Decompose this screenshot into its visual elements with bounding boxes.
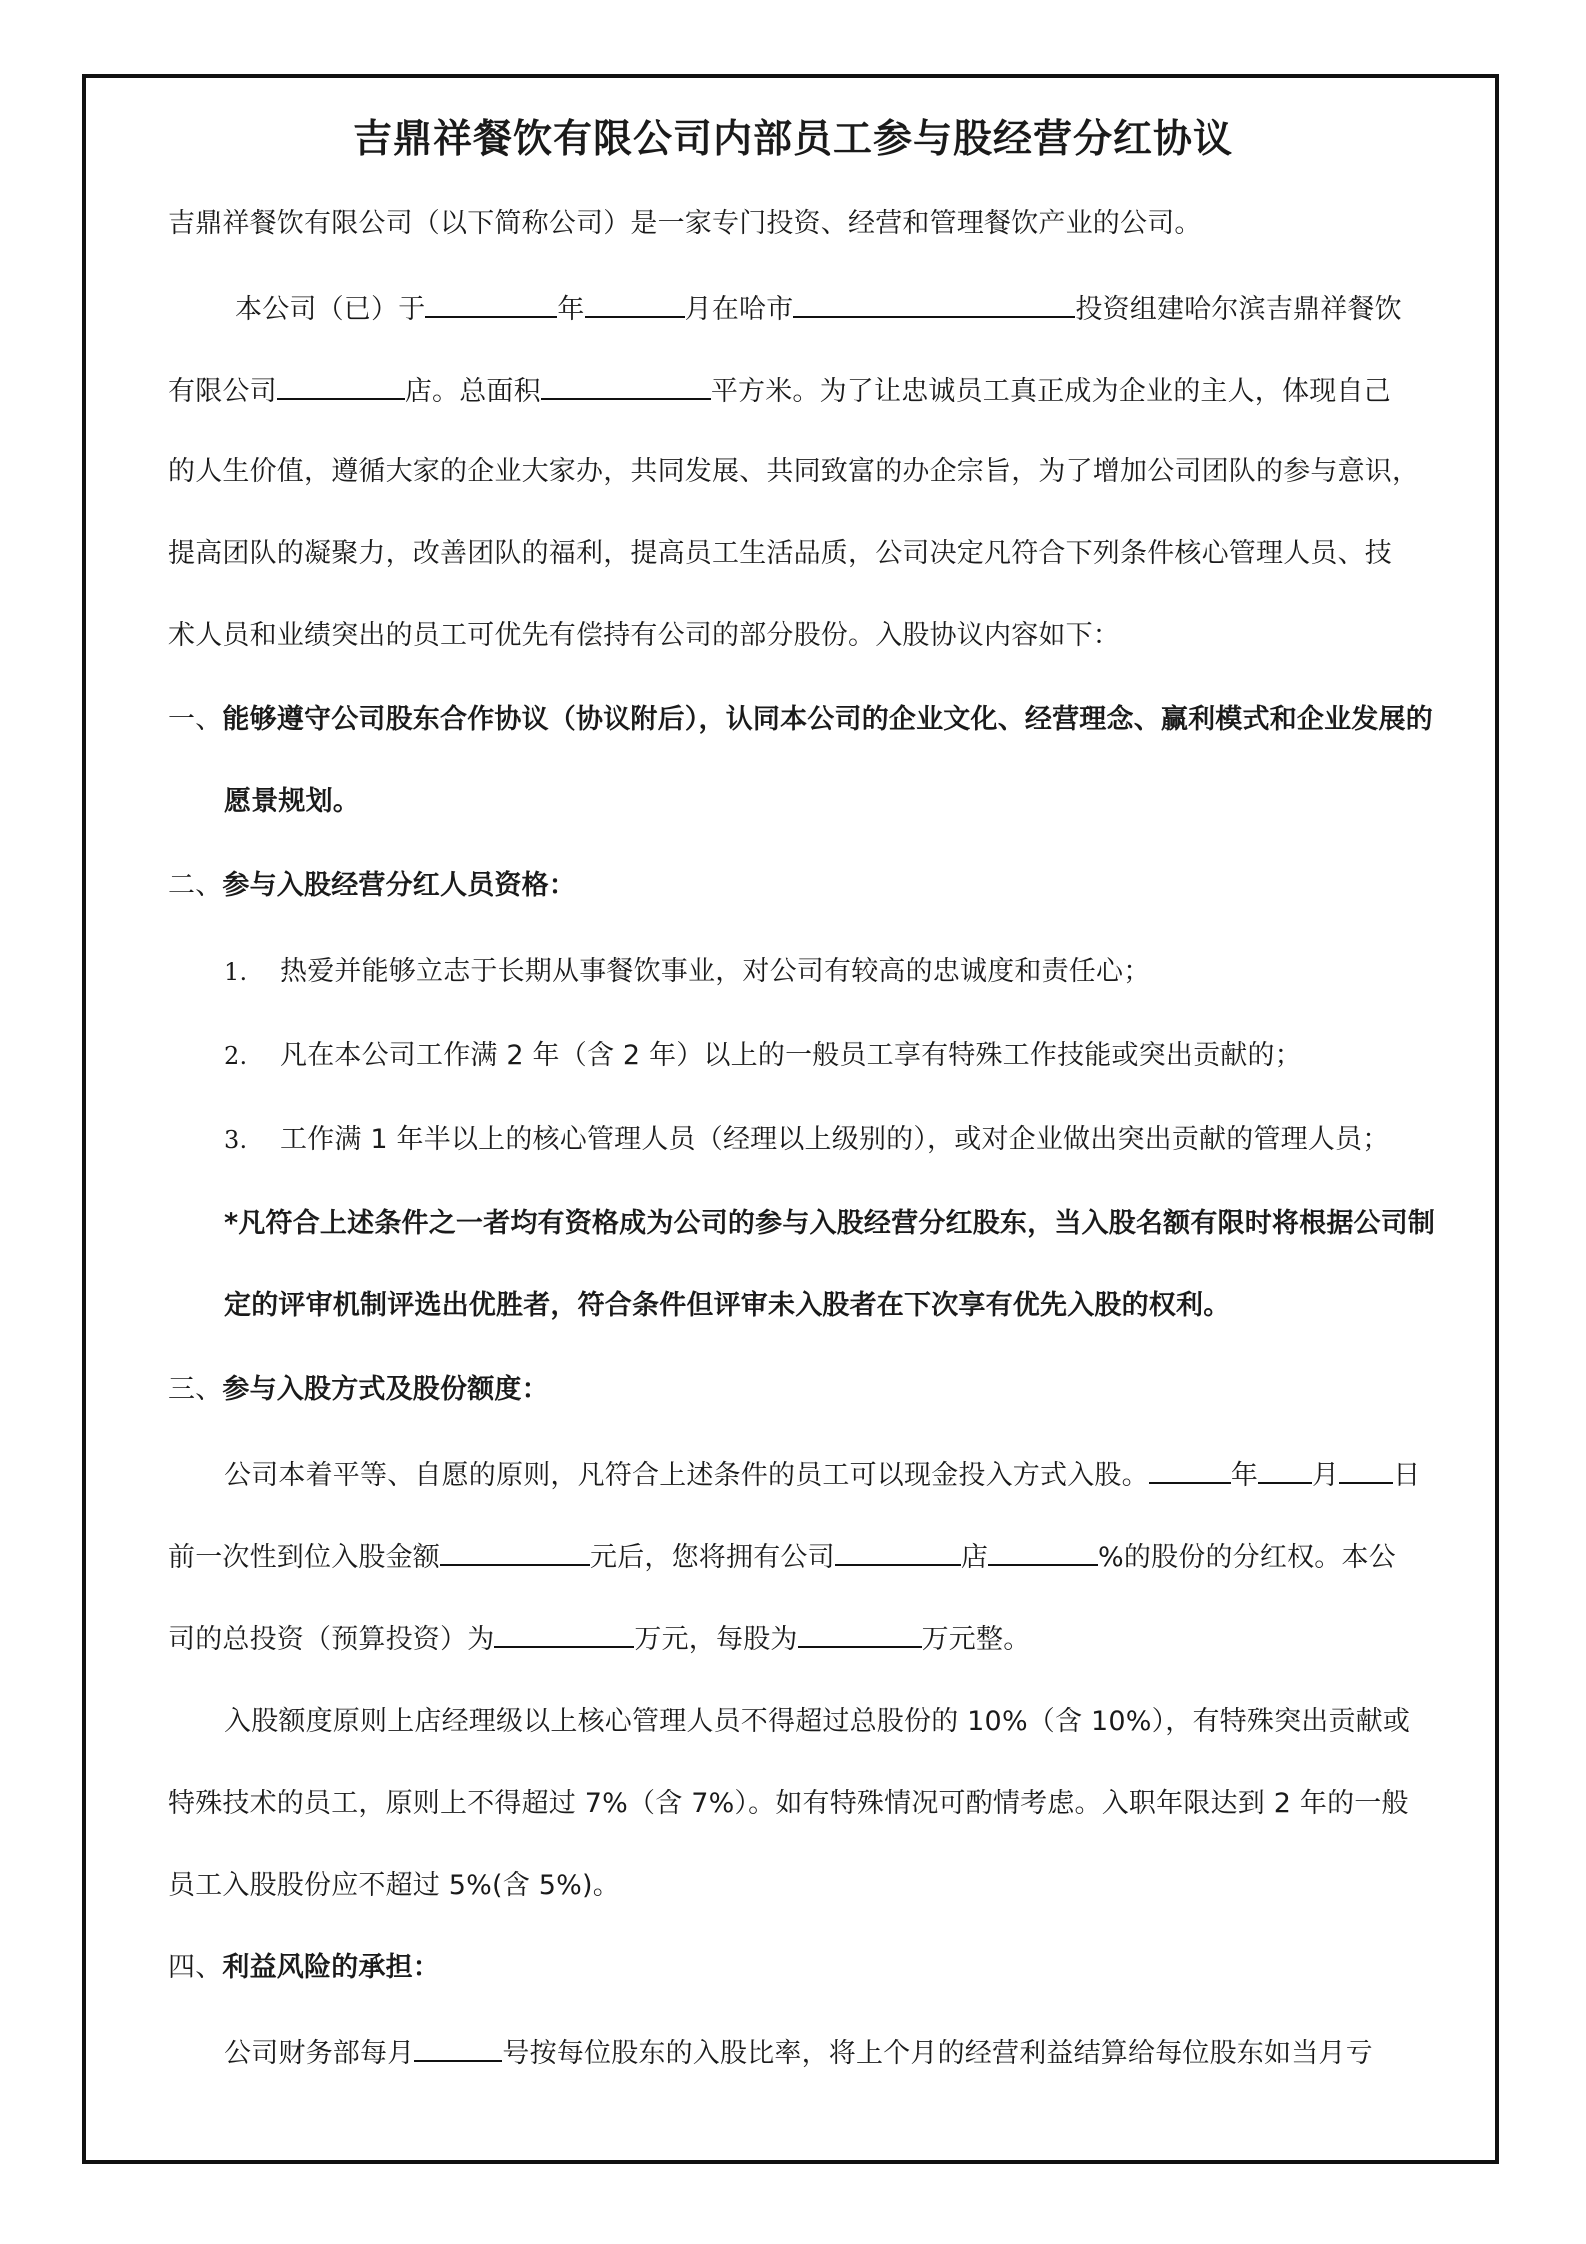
section4-line1 xyxy=(224,2032,1373,2074)
section3-p2-line3: 员工入股股份应不超过 5%(含 5%)。 xyxy=(168,1870,620,1901)
list-number: 1. xyxy=(224,958,248,986)
para1-line4: 提高团队的凝聚力，改善团队的福利，提高员工生活品质，公司决定凡符合下列条件核心管理人员、技 xyxy=(168,538,1392,569)
note-line1: *凡符合上述条件之一者均有资格成为公司的参与入股经营分红股东，当入股名额有限时将根据公司制 xyxy=(224,1208,1436,1239)
section-title: 参与入股经营分红人员资格： xyxy=(222,870,577,901)
text: 能够遵守公司股东合作协议（协议附后），认同本公司的企业文化、经营理念、赢利模式和企业发展的 xyxy=(222,704,1433,735)
section4-heading xyxy=(168,1948,440,1988)
text: 万元整。 xyxy=(921,1624,1031,1655)
text: 月 xyxy=(1312,1460,1340,1491)
location-blank[interactable] xyxy=(793,288,1075,318)
text: %的股份的分红权。本公 xyxy=(1098,1542,1396,1573)
text: 本公司（已）于 xyxy=(235,294,426,325)
note-line2: 定的评审机制评选出优胜者，符合条件但评审未入股者在下次享有优先入股的权利。 xyxy=(224,1290,1231,1321)
section-number: 四、 xyxy=(168,1952,223,1983)
section3-p1-line3 xyxy=(168,1618,1030,1660)
section3-p2-line1: 入股额度原则上店经理级以上核心管理人员不得超过总股份的 10%（含 10%），有特殊突出贡献或 xyxy=(224,1706,1411,1737)
list-number: 2. xyxy=(224,1042,248,1070)
section3-heading xyxy=(168,1370,549,1410)
text: 号按每位股东的入股比率，将上个月的经营利益结算给每位股东如当月亏 xyxy=(502,2038,1373,2069)
para1-line3: 的人生价值，遵循大家的企业大家办，共同发展、共同致富的办企宗旨，为了增加公司团队的参与意识， xyxy=(168,456,1420,487)
section3-p1-line2 xyxy=(168,1536,1396,1578)
percent-blank[interactable] xyxy=(988,1536,1098,1566)
section-number: 一、 xyxy=(168,704,223,735)
section-number: 三、 xyxy=(168,1374,223,1405)
year-blank[interactable] xyxy=(425,288,557,318)
text: 年 xyxy=(557,294,585,325)
amount-blank[interactable] xyxy=(440,1536,590,1566)
list-number: 3. xyxy=(224,1126,248,1154)
year-blank[interactable] xyxy=(1149,1454,1231,1484)
branch-blank[interactable] xyxy=(835,1536,961,1566)
investment-blank[interactable] xyxy=(494,1618,634,1648)
text: 公司本着平等、自愿的原则，凡符合上述条件的员工可以现金投入方式入股。 xyxy=(224,1460,1149,1491)
day-blank[interactable] xyxy=(1339,1454,1393,1484)
text: 前一次性到位入股金额 xyxy=(168,1542,440,1573)
text: 年 xyxy=(1230,1460,1259,1491)
section-number: 二、 xyxy=(168,870,223,901)
share-price-blank[interactable] xyxy=(798,1618,922,1648)
section-title: 参与入股方式及股份额度： xyxy=(222,1374,549,1405)
text: 日 xyxy=(1393,1460,1421,1491)
text: 投资组建哈尔滨吉鼎祥餐饮 xyxy=(1075,294,1402,325)
para1-line5: 术人员和业绩突出的员工可优先有偿持有公司的部分股份。入股协议内容如下： xyxy=(168,620,1120,651)
section3-p2-line2: 特殊技术的员工，原则上不得超过 7%（含 7%）。如有特殊情况可酌情考虑。入职年限达到 2 年的一般 xyxy=(168,1788,1409,1819)
text: 司的总投资（预算投资）为 xyxy=(168,1624,495,1655)
list-item xyxy=(224,1120,1389,1160)
list-text: 工作满 1 年半以上的核心管理人员（经理以上级别的），或对企业做出突出贡献的管理人员； xyxy=(280,1124,1390,1155)
list-text: 热爱并能够立志于长期从事餐饮事业，对公司有较高的忠诚度和责任心； xyxy=(280,956,1151,987)
area-blank[interactable] xyxy=(541,370,711,400)
intro-paragraph: 吉鼎祥餐饮有限公司（以下简称公司）是一家专门投资、经营和管理餐饮产业的公司。 xyxy=(168,208,1202,239)
text: 公司财务部每月 xyxy=(224,2038,415,2069)
list-text: 凡在本公司工作满 2 年（含 2 年）以上的一般员工享有特殊工作技能或突出贡献的； xyxy=(280,1040,1302,1071)
text: 店 xyxy=(960,1542,989,1573)
list-item xyxy=(224,952,1150,992)
text: 元后，您将拥有公司 xyxy=(590,1542,835,1573)
document-title: 吉鼎祥餐饮有限公司内部员工参与股经营分红协议 xyxy=(352,117,1233,162)
day-blank[interactable] xyxy=(414,2032,502,2062)
branch-blank[interactable] xyxy=(277,370,405,400)
section1-line2: 愿景规划。 xyxy=(224,786,360,817)
text: 店。总面积 xyxy=(404,376,541,407)
month-blank[interactable] xyxy=(1258,1454,1312,1484)
text: 万元，每股为 xyxy=(634,1624,798,1655)
text: 月在哈市 xyxy=(684,294,794,325)
text: 有限公司 xyxy=(168,376,277,407)
section-title: 利益风险的承担： xyxy=(222,1952,441,1983)
list-item xyxy=(224,1036,1302,1076)
para1-line1 xyxy=(235,288,1402,330)
para1-line2 xyxy=(168,370,1391,412)
section3-p1-line1 xyxy=(224,1454,1420,1496)
month-blank[interactable] xyxy=(585,288,685,318)
section1-line1 xyxy=(168,700,1433,740)
text: 平方米。为了让忠诚员工真正成为企业的主人，体现自己 xyxy=(710,376,1391,407)
section2-heading xyxy=(168,866,576,906)
